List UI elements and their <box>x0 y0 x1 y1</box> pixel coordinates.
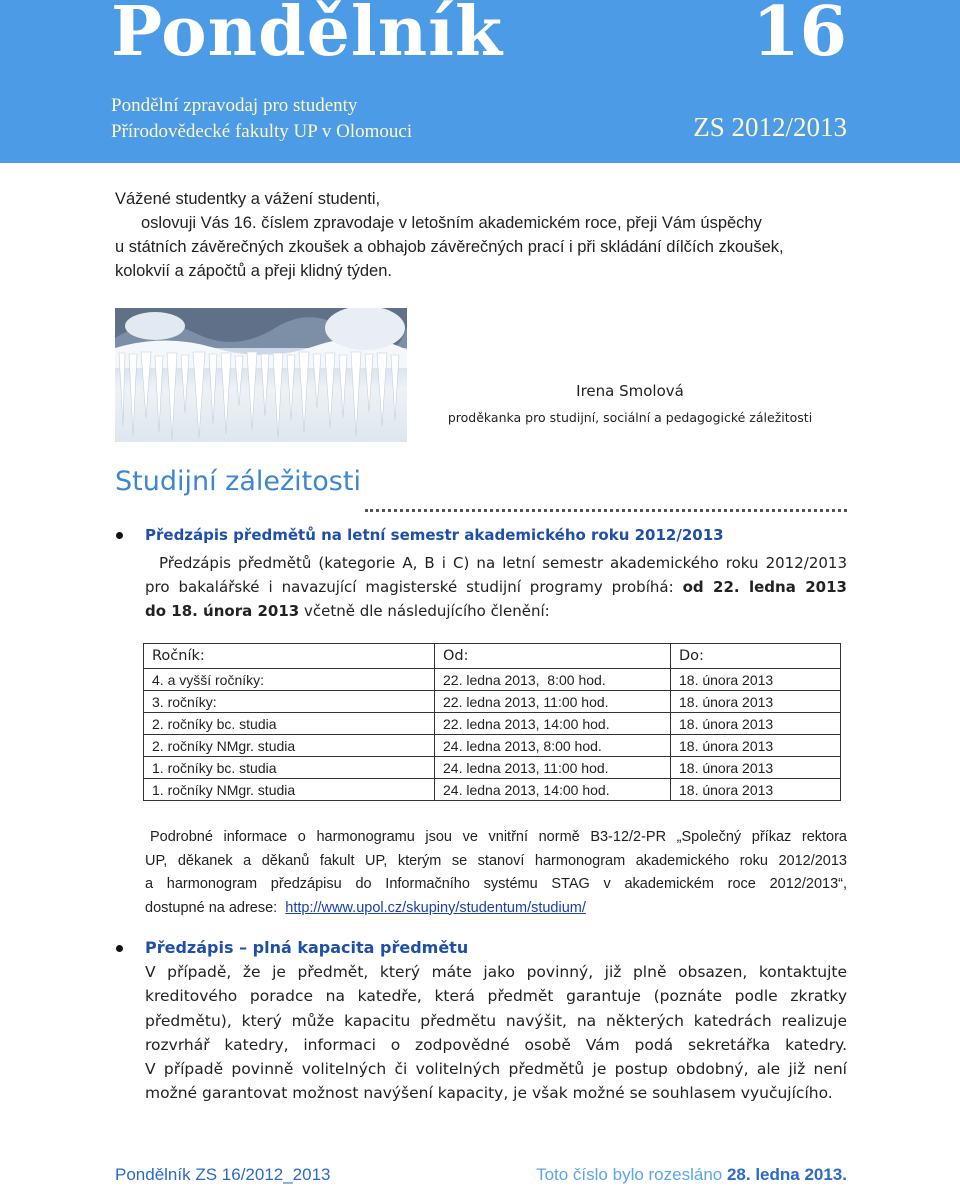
signature-role: proděkanka pro studijní, sociální a pedagogické záležitosti <box>447 410 813 425</box>
item1-line: Předzápis předmětů (kategorie A, B i C) na letní semestr akademického roku 2012/2013 <box>159 554 847 572</box>
icicle-photo <box>115 308 407 442</box>
table-cell: 18. února 2013 <box>671 691 841 713</box>
info-line: UP, děkanek a děkanů fakult UP, kterým se stanoví harmonogram akademického roku 2012/2013 <box>145 852 847 869</box>
info-line <box>145 897 847 921</box>
item2-line: kreditového poradce na katedře, která předmět garantuje (poznáte podle zkratky <box>145 987 847 1006</box>
table-cell: 2. ročníky NMgr. studia <box>144 735 435 757</box>
item1-paragraph <box>145 551 847 623</box>
item1-date-from: od 22. ledna 2013 <box>682 578 847 596</box>
footer-sent-date <box>536 1165 847 1185</box>
table-cell: 2. ročníky bc. studia <box>144 713 435 735</box>
table-cell: 1. ročníky bc. studia <box>144 757 435 779</box>
table-cell: 18. února 2013 <box>671 779 841 801</box>
table-row <box>144 735 841 757</box>
table-row <box>144 757 841 779</box>
table-cell: 22. ledna 2013, 8:00 hod. <box>435 669 671 691</box>
footer-sent-prefix: Toto číslo bylo rozesláno <box>536 1165 723 1184</box>
item2-line: možné garantovat možnost navýšení kapacity, je však možné se souhlasem vyučujícího. <box>145 1084 833 1103</box>
studium-link[interactable]: http://www.upol.cz/skupiny/studentum/studium/ <box>285 899 586 916</box>
table-cell: 24. ledna 2013, 8:00 hod. <box>435 735 671 757</box>
bullet-icon <box>116 532 123 539</box>
subtitle-line-2: Přírodovědecké fakulty UP v Olomouci <box>111 121 413 142</box>
intro-line: kolokvií a zápočtů a přeji klidný týden. <box>115 262 392 280</box>
table-header-row <box>144 644 841 669</box>
table-cell: 1. ročníky NMgr. studia <box>144 779 435 801</box>
intro-line: Vážené studentky a vážení studenti, <box>115 190 381 208</box>
intro-line: oslovuji Vás 16. číslem zpravodaje v letošním akademickém roce, přeji Vám úspěchy <box>141 214 762 232</box>
item2-line: V případě, že je předmět, který máte jako povinný, již plně obsazen, kontaktujte <box>145 963 847 981</box>
item2-line: rozvrhář katedry, informaci o zodpovědné osobě Vám podá sekretářka katedry. <box>145 1035 847 1054</box>
table-cell: 3. ročníky: <box>144 691 435 713</box>
intro-line: u státních závěrečných zkoušek a obhajob závěrečných prací i při skládání dílčích zkoušek, <box>115 238 784 256</box>
item2-paragraph <box>145 960 847 1106</box>
table-cell: 24. ledna 2013, 11:00 hod. <box>435 757 671 779</box>
table-row <box>144 779 841 801</box>
footer-date: 28. ledna 2013. <box>726 1165 847 1184</box>
table-cell: 18. února 2013 <box>671 735 841 757</box>
signature-name: Irena Smolová <box>576 382 684 400</box>
item1-line-text: pro bakalářské i navazující magisterské studijní programy probíhá: <box>145 578 674 596</box>
table-cell: 4. a vyšší ročníky: <box>144 669 435 691</box>
item1-line-tail: včetně dle následujícího členění: <box>304 602 550 620</box>
info-line: Podrobné informace o harmonogramu jsou ve vnitřní normě B3-12/2-PR „Společný příkaz rektora <box>150 829 847 845</box>
item1-title: Předzápis předmětů na letní semestr akademického roku 2012/2013 <box>145 526 724 544</box>
header-banner <box>0 0 960 163</box>
table-row <box>144 669 841 691</box>
newsletter-title: Pondělník <box>111 0 504 72</box>
table-cell: 22. ledna 2013, 14:00 hod. <box>435 713 671 735</box>
item1-line <box>145 575 847 599</box>
item2-title: Předzápis – plná kapacita předmětu <box>145 938 469 957</box>
item2-line: V případě povinně volitelných či volitelných předmětů je postup obdobný, ale již není <box>145 1060 847 1079</box>
table-cell: 24. ledna 2013, 14:00 hod. <box>435 779 671 801</box>
info-link-prefix: dostupné na adrese: <box>145 899 278 916</box>
dotted-divider <box>365 509 847 512</box>
table-row <box>144 713 841 735</box>
section-heading: Studijní záležitosti <box>115 466 361 497</box>
table-cell: 18. února 2013 <box>671 669 841 691</box>
table-cell: 22. ledna 2013, 11:00 hod. <box>435 691 671 713</box>
harmonogram-info <box>145 826 847 920</box>
signature-block <box>442 382 818 425</box>
item2-line: předmětu), který může kapacitu předmětu navýšit, na některých katedrách realizuje <box>145 1011 847 1030</box>
table-cell: 18. února 2013 <box>671 713 841 735</box>
subtitle-line-1: Pondělní zpravodaj pro studenty <box>111 95 358 116</box>
bullet-icon <box>116 945 123 952</box>
table-row <box>144 691 841 713</box>
item1-line <box>145 599 847 623</box>
issue-number: 16 <box>752 0 847 72</box>
table-cell: 18. února 2013 <box>671 757 841 779</box>
column-header: Od: <box>435 644 671 669</box>
column-header: Do: <box>671 644 841 669</box>
schedule-table <box>143 643 841 801</box>
intro-paragraph <box>115 187 855 283</box>
footer-issue-label: Pondělník ZS 16/2012_2013 <box>115 1165 331 1184</box>
item1-date-to: do 18. února 2013 <box>145 602 300 620</box>
info-line: a harmonogram předzápisu do Informačního systému STAG v akademickém roce 2012/2013“, <box>145 876 847 892</box>
semester-label: ZS 2012/2013 <box>693 112 847 142</box>
column-header: Ročník: <box>144 644 435 669</box>
